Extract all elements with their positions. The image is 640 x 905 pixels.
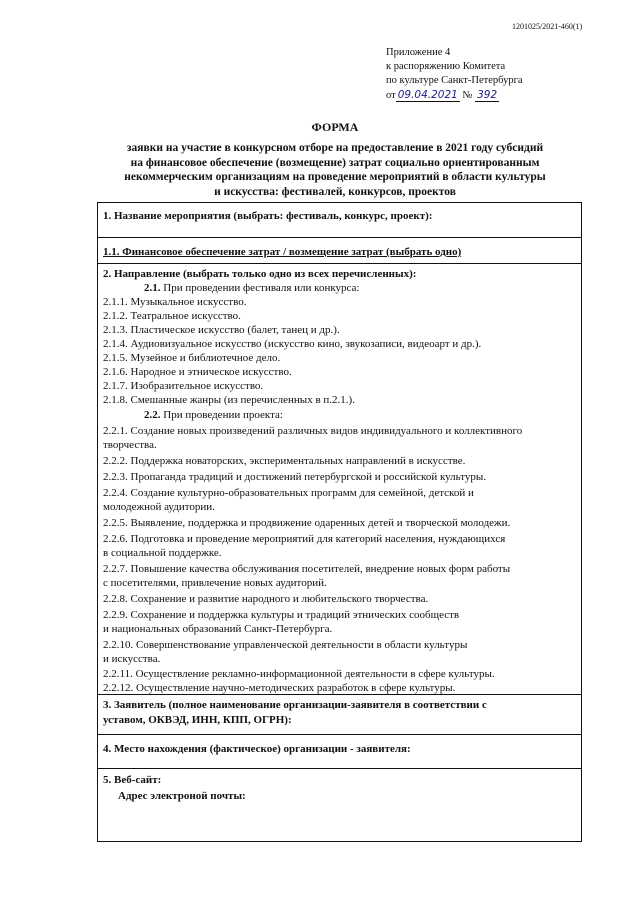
number-prefix: № (462, 90, 473, 101)
project-option-cont: и национальных образований Санкт-Петербурга. (103, 623, 333, 635)
section-1-label: 1. Название мероприятия (выбрать: фестиваль, конкурс, проект): (103, 210, 433, 222)
project-option[interactable]: 2.2.6. Подготовка и проведение мероприятий для категорий населения, нуждающихся (103, 533, 506, 545)
direction-option[interactable]: 2.1.2. Театральное искусство. (103, 310, 241, 322)
direction-option[interactable]: 2.1.8. Смешанные жанры (из перечисленных в п.2.1.). (103, 394, 355, 406)
subsection-2-2-number: 2.2. (144, 409, 161, 421)
section-1-1-funding-type[interactable] (98, 237, 581, 263)
subtitle-line: на финансовое обеспечение (возмещение) затрат социально ориентированным (130, 156, 540, 169)
subtitle-line: и искусства: фестивалей, конкурсов, проектов (214, 185, 456, 198)
section-2-label: 2. Направление (выбрать только одно из всех перечисленных): (103, 268, 417, 280)
subsection-2-1-number: 2.1. (144, 282, 161, 294)
project-option[interactable]: 2.2.9. Сохранение и поддержка культуры и традиций этнических сообществ (103, 609, 460, 621)
subtitle-line: заявки на участие в конкурсном отборе на предоставление в 2021 году субсидий (126, 142, 544, 154)
section-3-label-cont: уставом, ОКВЭД, ИНН, КПП, ОГРН): (103, 714, 292, 726)
project-option[interactable]: 2.2.3. Пропаганда традиций и достижений петербургской и российской культуры. (103, 471, 487, 483)
form-title: ФОРМА (311, 120, 359, 134)
section-3-label: 3. Заявитель (полное наименование организации-заявителя в соответствии с (103, 699, 487, 711)
section-2-direction (98, 263, 581, 694)
appendix-line: к распоряжению Комитета (386, 61, 506, 72)
direction-option[interactable]: 2.1.4. Аудиовизуальное искусство (искусство кино, звукозаписи, видеоарт и др.). (103, 338, 482, 350)
appendix-line: Приложение 4 (386, 47, 451, 58)
subtitle-line: некоммерческим организациям на проведение мероприятий в области культуры (124, 171, 546, 183)
project-option[interactable]: 2.2.8. Сохранение и развитие народного и любительского творчества. (103, 593, 429, 605)
project-option[interactable]: 2.2.12. Осуществление научно-методических разработок в сфере культуры. (103, 682, 456, 694)
appendix-date-line (386, 88, 523, 103)
project-option[interactable]: 2.2.5. Выявление, поддержка и продвижение одаренных детей и творческой молодежи. (103, 517, 511, 529)
form-subtitle (90, 141, 580, 199)
direction-option[interactable]: 2.1.3. Пластическое искусство (балет, танец и др.). (103, 324, 340, 336)
subsection-2-1-header (144, 281, 577, 295)
appendix-line: по культуре Санкт-Петербурга (386, 75, 523, 86)
appendix-header (386, 46, 523, 103)
section-5-label: 5. Веб-сайт: (103, 774, 162, 786)
project-option[interactable]: 2.2.10. Совершенствование управленческой деятельности в области культуры (103, 639, 468, 651)
project-option-cont: и искусства. (103, 653, 161, 665)
direction-option[interactable]: 2.1.6. Народное и этническое искусство. (103, 366, 292, 378)
project-option[interactable]: 2.2.2. Поддержка новаторских, экспериментальных направлений в искусстве. (103, 455, 466, 467)
project-option-cont: молодежной аудитории. (103, 501, 215, 513)
application-form-table (97, 202, 582, 842)
handwritten-date: 09.04.2021 (397, 89, 458, 101)
email-label: Адрес электроной почты: (118, 790, 246, 802)
direction-option[interactable]: 2.1.5. Музейное и библиотечное дело. (103, 352, 281, 364)
direction-option[interactable]: 2.1.7. Изобразительное искусство. (103, 380, 264, 392)
document-registration-code: 1201025/2021-460(1) (512, 22, 583, 31)
section-4-location[interactable] (98, 734, 581, 768)
project-option-cont: с посетителями, привлечение новых аудиторий. (103, 577, 327, 589)
project-option[interactable]: 2.2.7. Повышение качества обслуживания посетителей, внедрение новых форм работы (103, 563, 511, 575)
date-prefix: от (386, 90, 396, 101)
section-1-event-name[interactable] (98, 203, 581, 237)
form-title-block (90, 120, 580, 199)
direction-option[interactable]: 2.1.1. Музыкальное искусство. (103, 296, 247, 308)
project-option[interactable]: 2.2.4. Создание культурно-образовательных программ для семейной, детской и (103, 487, 474, 499)
section-4-label: 4. Место нахождения (фактическое) организации - заявителя: (103, 743, 411, 755)
section-3-applicant[interactable] (98, 694, 581, 734)
section-5-website[interactable] (98, 768, 581, 841)
project-option-cont: творчества. (103, 439, 157, 451)
project-option-cont: в социальной поддержке. (103, 547, 222, 559)
project-option[interactable]: 2.2.11. Осуществление рекламно-информационной деятельности в сфере культуры. (103, 668, 495, 680)
project-option[interactable]: 2.2.1. Создание новых произведений различных видов индивидуального и коллективного (103, 425, 523, 437)
handwritten-number: 392 (477, 89, 498, 101)
section-1-1-label: 1.1. Финансовое обеспечение затрат / возмещение затрат (выбрать одно) (103, 246, 462, 258)
subsection-2-2-title: При проведении проекта: (160, 409, 283, 421)
subsection-2-1-title: При проведении фестиваля или конкурса: (160, 282, 360, 294)
subsection-2-2-header (144, 408, 577, 422)
